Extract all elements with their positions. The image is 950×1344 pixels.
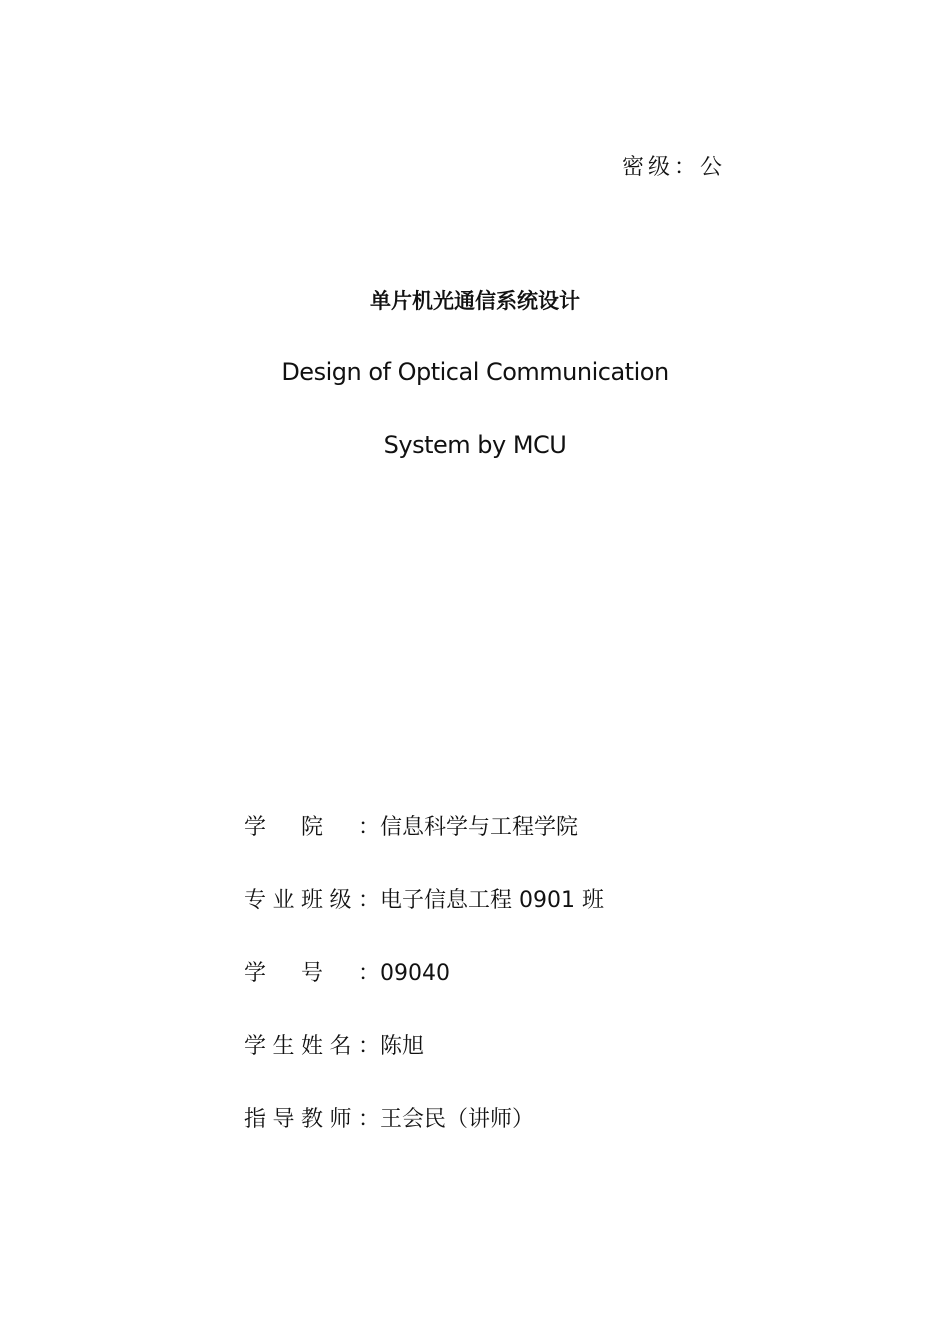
major-class-label: 专业班级： <box>244 888 380 913</box>
info-row-student-id <box>244 958 604 1031</box>
info-row-advisor <box>244 1104 604 1177</box>
student-name-label: 学生姓名： <box>244 1034 380 1059</box>
college-label: 学院： <box>244 815 380 840</box>
student-id-value: 09040 <box>380 961 450 986</box>
info-row-major-class <box>244 885 604 958</box>
info-row-college <box>244 812 604 885</box>
thesis-title-english-line2: System by MCU <box>383 431 567 459</box>
info-row-student-name <box>244 1031 604 1104</box>
major-class-value: 电子信息工程 0901 班 <box>380 888 604 913</box>
thesis-title-english-line1: Design of Optical Communication <box>281 358 669 386</box>
thesis-title-chinese: 单片机光通信系统设计 <box>370 289 580 313</box>
classification-label: 密级：公 <box>622 155 727 180</box>
cover-info-block <box>244 812 604 1177</box>
advisor-label: 指导教师： <box>244 1107 380 1132</box>
college-value: 信息科学与工程学院 <box>380 815 579 840</box>
student-name-value: 陈旭 <box>380 1034 425 1059</box>
advisor-value: 王会民（讲师） <box>380 1107 535 1132</box>
student-id-label: 学号： <box>244 961 380 986</box>
